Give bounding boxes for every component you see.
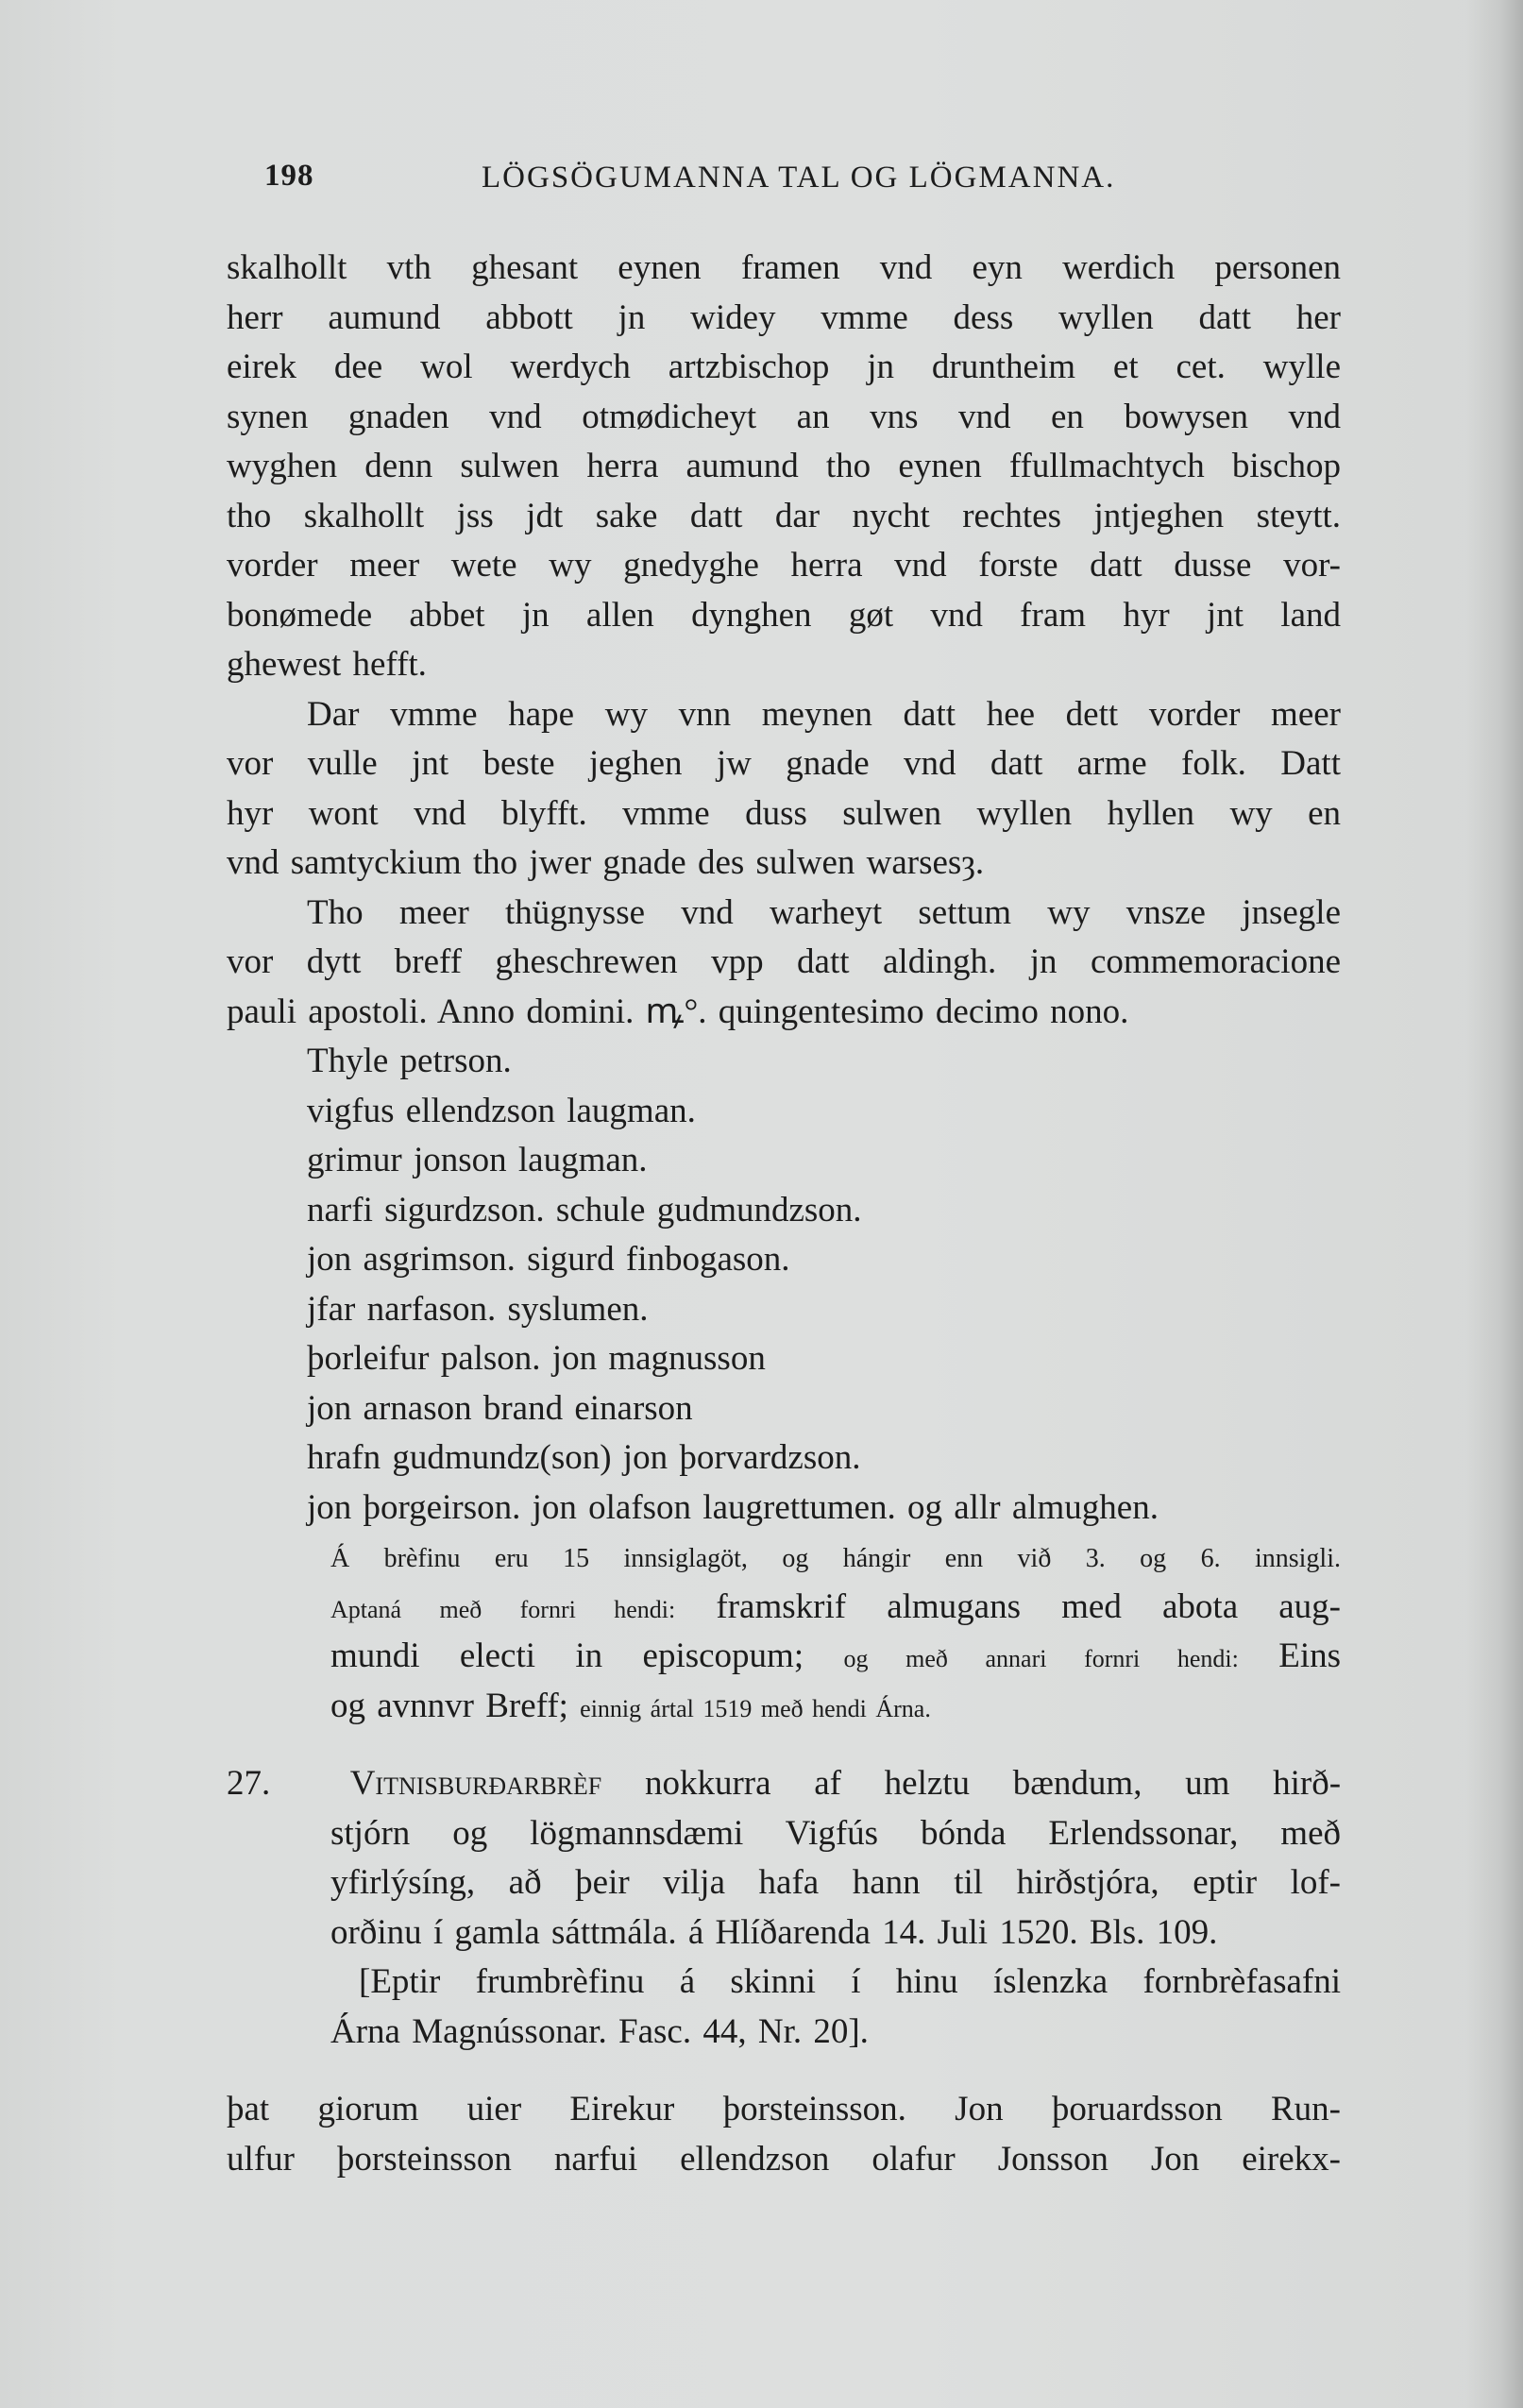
entry-summary-line: stjórn og lögmannsdæmi Vigfús bónda Erlendssonar, með [330,1813,1341,1853]
signatory-line: vigfus ellendzson laugman. [307,1091,696,1130]
text-line: skalhollt vth ghesant eynen framen vnd eyn werdich personen [227,248,1341,287]
signatory-line: jon arnason brand einarson [307,1388,693,1428]
note-text: Á brèfinu eru 15 innsiglagöt, og hángir enn við 3. og 6. innsigli. [330,1544,1341,1573]
note-text: mundi electi in episcopum; [330,1636,804,1675]
text-line: pauli apostoli. Anno domini. ꝳ°. quingentesimo decimo nono. [227,992,1129,1031]
note-text: Eins [1278,1636,1342,1675]
page-number: 198 [264,159,314,193]
entry-summary-line: orðinu í gamla sáttmála. á Hlíðarenda 14. Juli 1520. Bls. 109. [330,1912,1218,1952]
text-line: eirek dee wol werdych artzbischop jn druntheim et cet. wylle [227,348,1341,386]
source-line: Árna Magnússonar. Fasc. 44, Nr. 20]. [330,2011,869,2051]
spacer [227,1731,1341,1759]
editor-note [227,1533,1341,1583]
editor-note [227,1682,1341,1732]
text-line: tho skalhollt jss jdt sake datt dar nycht rechtes jntjeghen steytt. [227,496,1341,535]
signatory-line: Thyle petrson. [307,1042,512,1080]
note-small-text: Aptaná með fornri hendi: [330,1595,676,1623]
entry-title: Vitnisburðarbrèf [349,1764,602,1803]
signatory-line: jon þorgeirson. jon olafson laugrettumen. og allr almughen. [307,1487,1159,1527]
text-line: þat giorum uier Eirekur þorsteinsson. Jon þoruardsson Run- [227,2090,1341,2128]
signatory-line: hrafn gudmundz(son) jon þorvardzson. [307,1438,861,1477]
note-text: og avnnvr Breff; [330,1686,568,1725]
text-line: herr aumund abbott jn widey vmme dess wyllen datt her [227,297,1341,337]
signatory-line: þorleifur palson. jon magnusson [307,1339,766,1378]
entry-number: 27. [227,1764,271,1803]
entry-text: nokkurra af helztu bændum, um hirð- [644,1764,1342,1803]
editor-note [227,1583,1341,1633]
signatory-line: narfi sigurdzson. schule gudmundzson. [307,1190,862,1229]
note-text: framskrif almugans med abota aug- [716,1586,1342,1626]
page-edge-shadow [1466,0,1523,2408]
signatory-line: jon asgrimson. sigurd finbogason. [307,1240,790,1279]
editor-note [227,1632,1341,1682]
signatory-line: grimur jonson laugman. [307,1141,648,1179]
text-line: vor dytt breff gheschrewen vpp datt aldingh. jn commemoracione [227,942,1341,981]
text-line: wyghen denn sulwen herra aumund tho eynen ffullmachtych bischop [227,447,1341,485]
page-body [227,244,1341,2184]
text-line: ulfur þorsteinsson narfui ellendzson olafur Jonsson Jon eirekx- [227,2139,1341,2179]
text-line: Dar vmme hape wy vnn meynen datt hee dett vorder meer [307,694,1341,734]
entry-summary-line: yfirlýsíng, að þeir vilja hafa hann til hirðstjóra, eptir lof- [330,1863,1341,1902]
text-line: bonømede abbet jn allen dynghen gøt vnd fram hyr jnt land [227,595,1341,635]
text-line: hyr wont vnd blyfft. vmme duss sulwen wyllen hyllen wy en [227,793,1341,833]
text-line: ghewest hefft. [227,645,427,684]
text-line: Tho meer thügnysse vnd warheyt settum wy vnsze jnsegle [307,892,1341,932]
source-line: [Eptir frumbrèfinu á skinni í hinu íslenzka fornbrèfasafni [359,1962,1341,2001]
note-small-text: einnig ártal 1519 með hendi Árna. [580,1694,931,1722]
spacer [227,2057,1341,2085]
running-title: LÖGSÖGUMANNA TAL OG LÖGMANNA. [482,161,1116,195]
note-small-text: og með annari fornri hendi: [843,1645,1239,1672]
text-line: vor vulle jnt beste jeghen jw gnade vnd datt arme folk. Datt [227,744,1341,783]
signatory-line: jfar narfason. syslumen. [307,1289,649,1329]
text-line: synen gnaden vnd otmødicheyt an vns vnd en bowysen vnd [227,397,1341,436]
text-line: vorder meer wete wy gnedyghe herra vnd forste datt dusse vor- [227,546,1341,585]
text-line: vnd samtyckium tho jwer gnade des sulwen warsesȝ. [227,843,985,882]
entry-heading-line [227,1759,1341,1809]
